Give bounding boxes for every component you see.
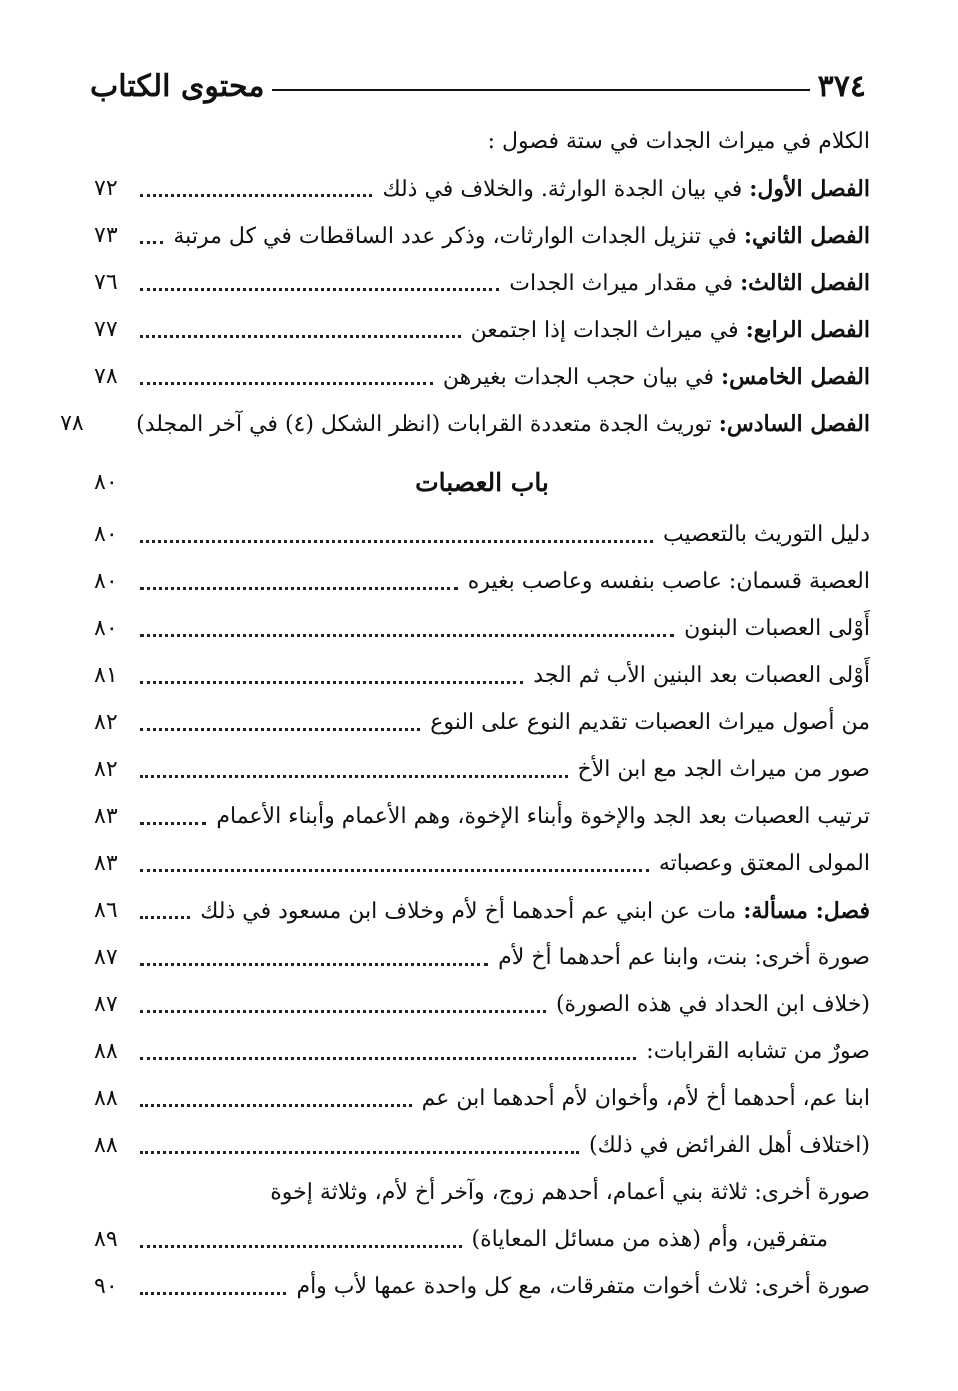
entry-label: الفصل الثاني: — [743, 222, 870, 249]
toc-entry — [94, 511, 870, 558]
toc-entry — [94, 353, 870, 400]
dot-leader — [140, 916, 190, 919]
dot-leader — [140, 241, 163, 244]
dot-leader — [140, 1151, 579, 1154]
dot-leader — [140, 288, 499, 291]
entry-text: العصبة قسمان: عاصب بنفسه وعاصب بغيره — [467, 569, 870, 594]
entry-text: في ميراث الجدات إذا اجتمعن — [470, 317, 739, 343]
running-title: محتوى الكتاب — [90, 68, 265, 104]
entry-text: صورة أخرى: بنت، وابنا عم أحدهما أخ لأم — [498, 945, 870, 970]
entry-text: دليل التوريث بالتعصيب — [662, 522, 870, 547]
entry-page: ٨٢ — [94, 757, 118, 782]
intro-text: الكلام في ميراث الجدات في ستة فصول : — [487, 129, 870, 154]
entry-text: في بيان حجب الجدات بغيرهن — [442, 364, 714, 390]
entry-page: ٨٠ — [94, 616, 118, 641]
entry-text: من أصول ميراث العصبات تقديم النوع على النوع — [430, 710, 870, 735]
dot-leader — [140, 634, 674, 637]
entry-page: ٨٨ — [94, 1086, 118, 1111]
entry-page: ٩٠ — [94, 1274, 118, 1299]
toc-entry — [94, 1028, 870, 1075]
entry-page: ٨٨ — [94, 1039, 118, 1064]
entry-page: ٨٣ — [94, 851, 118, 876]
toc-entry — [94, 1075, 870, 1122]
dot-leader — [140, 775, 568, 778]
dot-leader — [140, 869, 649, 872]
toc-entry — [94, 259, 870, 306]
dot-leader — [140, 822, 206, 825]
section-title: باب العصبات — [415, 467, 549, 497]
toc-entry — [94, 306, 870, 353]
entry-label: الفصل السادس: — [718, 410, 870, 437]
section-heading — [94, 453, 870, 511]
entry-label: الفصل الثالث: — [740, 269, 870, 296]
entry-page: ٧٣ — [94, 223, 118, 248]
entry-page: ٧٨ — [94, 364, 118, 389]
toc-entry — [94, 605, 870, 652]
toc-entry — [94, 1263, 870, 1310]
entry-page: ٨٩ — [94, 1227, 118, 1252]
entry-text: أَوْلى العصبات بعد البنين الأب ثم الجد — [533, 663, 870, 688]
entry-page: ٨٧ — [94, 992, 118, 1017]
toc-entry — [94, 558, 870, 605]
dot-leader — [140, 963, 488, 966]
toc-entry — [94, 887, 870, 934]
toc-entry — [94, 840, 870, 887]
toc-entry — [94, 165, 870, 212]
dot-leader — [140, 1104, 412, 1107]
dot-leader — [140, 335, 461, 338]
entry-text: مات عن ابني عم أحدهما أخ لأم وخلاف ابن مسعود في ذلك — [200, 898, 737, 924]
entry-page: ٨٠ — [94, 569, 118, 594]
toc-entry-multiline-second — [94, 1216, 870, 1263]
toc-entry — [94, 746, 870, 793]
toc-entry-multiline-first — [94, 1169, 870, 1216]
intro-line — [94, 118, 870, 165]
table-of-contents — [60, 118, 870, 1310]
entry-text: متفرقين، وأم (هذه من مسائل المعاياة) — [471, 1227, 828, 1252]
entry-page: ٨٧ — [94, 945, 118, 970]
entry-text: في مقدار ميراث الجدات — [509, 270, 734, 296]
toc-entry — [94, 652, 870, 699]
entry-page: ٨٣ — [94, 804, 118, 829]
entry-label: الفصل الخامس: — [720, 363, 870, 390]
entry-text: صورة أخرى: ثلاثة بني أعمام، أحدهم زوج، وآخر أخ لأم، وثلاثة إخوة — [270, 1180, 870, 1205]
dot-leader — [140, 681, 523, 684]
entry-page: ٧٧ — [94, 317, 118, 342]
entry-text: (خلاف ابن الحداد في هذه الصورة) — [555, 992, 870, 1017]
toc-entry — [94, 212, 870, 259]
dot-leader — [140, 1292, 286, 1295]
dot-leader — [140, 1245, 462, 1248]
dot-leader — [140, 1057, 636, 1060]
entry-label: فصل: مسألة: — [743, 897, 870, 924]
dot-leader — [140, 382, 433, 385]
dot-leader — [140, 587, 458, 590]
entry-page: ٨٦ — [94, 898, 118, 923]
entry-text: صورة أخرى: ثلاث أخوات متفرقات، مع كل واحدة عمها لأب وأم — [296, 1274, 870, 1299]
entry-page: ٨١ — [94, 663, 118, 688]
entry-text: ابنا عم، أحدهما أخ لأم، وأخوان لأم أحدهما ابن عم — [421, 1086, 870, 1111]
entry-page: ٨٨ — [94, 1133, 118, 1158]
entry-page: ٧٦ — [94, 270, 118, 295]
entry-text: أَوْلى العصبات البنون — [684, 616, 870, 641]
entry-text: (اختلاف أهل الفرائض في ذلك) — [589, 1133, 870, 1158]
dot-leader — [140, 540, 653, 543]
toc-entry — [60, 400, 870, 447]
entry-text: ترتيب العصبات بعد الجد والإخوة وأبناء الإخوة، وهم الأعمام وأبناء الأعمام — [216, 804, 870, 829]
dot-leader — [140, 1010, 546, 1013]
entry-text: في بيان الجدة الوارثة. والخلاف في ذلك — [382, 176, 743, 202]
header-rule — [272, 89, 809, 91]
section-page: ٨٠ — [94, 469, 118, 495]
toc-entry — [94, 981, 870, 1028]
entry-page: ٨٢ — [94, 710, 118, 735]
entry-text: في تنزيل الجدات الوارثات، وذكر عدد الساقطات في كل مرتبة — [173, 223, 737, 249]
entry-text: صور من ميراث الجد مع ابن الأخ — [577, 757, 870, 782]
entry-label: الفصل الرابع: — [745, 316, 870, 343]
dot-leader — [140, 194, 372, 197]
toc-entry — [94, 699, 870, 746]
entry-label: الفصل الأول: — [749, 175, 870, 202]
page-header — [90, 64, 866, 108]
toc-entry — [94, 934, 870, 981]
entry-page: ٧٢ — [94, 176, 118, 201]
entry-text: صورٌ من تشابه القرابات: — [646, 1039, 870, 1064]
toc-entry — [94, 793, 870, 840]
entry-text: توريث الجدة متعددة القرابات (انظر الشكل (٤) في آخر المجلد) — [136, 411, 712, 437]
entry-page: ٨٠ — [94, 522, 118, 547]
entry-page: ٧٨ — [60, 411, 84, 436]
dot-leader — [140, 728, 420, 731]
entry-text: المولى المعتق وعصباته — [658, 851, 870, 876]
toc-entry — [94, 1122, 870, 1169]
page-number: ٣٧٤ — [817, 68, 866, 104]
